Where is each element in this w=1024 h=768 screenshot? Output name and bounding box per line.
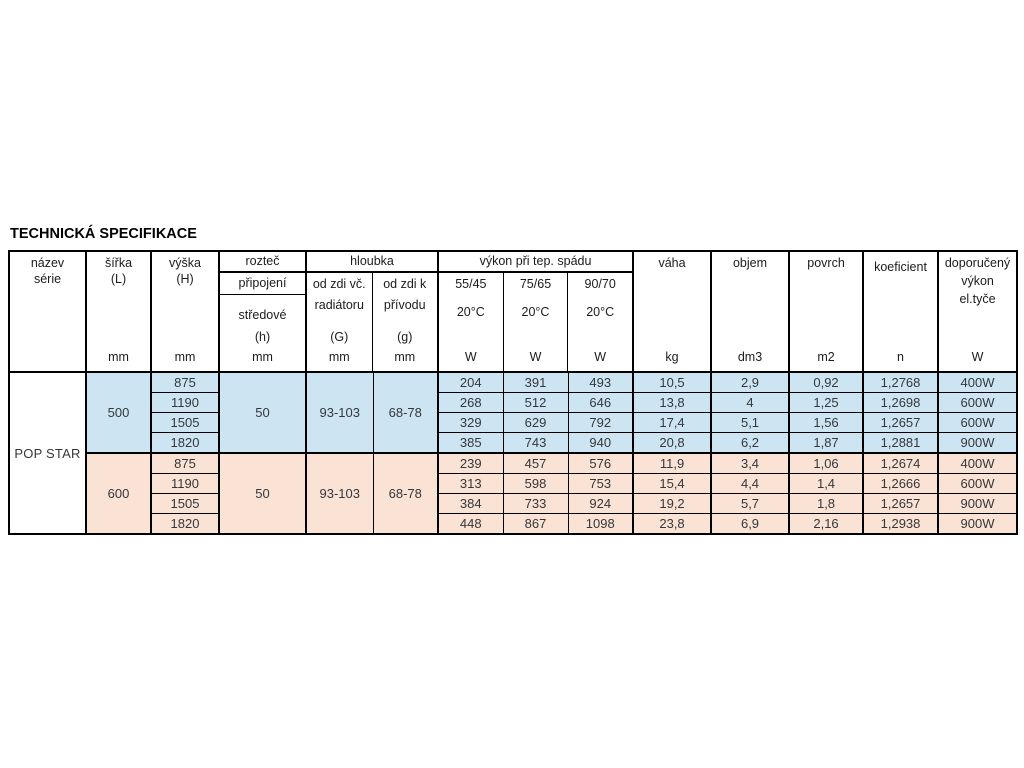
header-doporuceny-unit: W [971, 350, 984, 364]
objem-cell: 6,9 [711, 514, 789, 535]
header-povrch-label: povrch [807, 256, 845, 270]
header-povrch [789, 251, 863, 372]
vyska-cell: 1505 [151, 413, 219, 433]
header-vykon-label: výkon při tep. spádu [439, 252, 632, 273]
header-vaha-unit: kg [665, 350, 679, 364]
povrch-cell: 1,06 [789, 453, 863, 474]
table-row [9, 494, 1017, 514]
doporuceny-cell: 600W [938, 413, 1017, 433]
doporuceny-cell: 400W [938, 372, 1017, 393]
header-hloubka-sub2-sym: (g) [397, 330, 413, 344]
vyska-cell: 1820 [151, 433, 219, 454]
povrch-cell: 1,8 [789, 494, 863, 514]
header-doporuceny [938, 251, 1017, 372]
header-vykon-sub3 [567, 273, 632, 371]
sirka-cell: 500 [86, 372, 151, 453]
header-vyska-unit: mm [174, 350, 196, 364]
vaha-cell: 10,5 [633, 372, 711, 393]
vykon55-cell: 329 [438, 413, 503, 433]
doporuceny-cell: 900W [938, 514, 1017, 535]
objem-cell: 5,7 [711, 494, 789, 514]
sirka-cell: 600 [86, 453, 151, 534]
koeficient-cell: 1,2938 [863, 514, 938, 535]
vykon75-cell: 629 [503, 413, 568, 433]
vaha-cell: 20,8 [633, 433, 711, 454]
koeficient-cell: 1,2698 [863, 393, 938, 413]
header-sirka-sub: (L) [110, 272, 127, 286]
povrch-cell: 1,87 [789, 433, 863, 454]
header-vaha-label: váha [658, 256, 686, 270]
vykon90-cell: 792 [568, 413, 633, 433]
vyska-cell: 1820 [151, 514, 219, 535]
header-roztec-line1: středové [238, 308, 287, 322]
header-vykon-sub1 [439, 273, 503, 371]
povrch-cell: 1,25 [789, 393, 863, 413]
header-vykon-sub2-grad: 75/65 [519, 277, 552, 291]
objem-cell: 6,2 [711, 433, 789, 454]
header-hloubka-group [306, 251, 438, 372]
vaha-cell: 17,4 [633, 413, 711, 433]
vykon55-cell: 239 [438, 453, 503, 474]
header-doporuceny-line3: el.tyče [959, 292, 996, 306]
table-row [9, 413, 1017, 433]
header-vykon-sub1-temp: 20°C [456, 305, 485, 319]
header-vykon-sub2 [503, 273, 568, 371]
header-hloubka-sub2-line2: přívodu [383, 298, 426, 312]
header-vykon-sub3-temp: 20°C [586, 305, 615, 319]
table-row [9, 433, 1017, 454]
header-vykon-sub2-temp: 20°C [521, 305, 550, 319]
objem-cell: 2,9 [711, 372, 789, 393]
vaha-cell: 15,4 [633, 474, 711, 494]
vykon90-cell: 576 [568, 453, 633, 474]
header-nazev-line1: název [30, 256, 65, 270]
header-vykon-sub3-unit: W [594, 350, 607, 364]
koeficient-cell: 1,2657 [863, 413, 938, 433]
header-hloubka-sub1-sym: (G) [330, 330, 349, 344]
header-roztec-sub: připojení [220, 273, 305, 295]
doporuceny-cell: 900W [938, 433, 1017, 454]
vykon75-cell: 391 [503, 372, 568, 393]
header-vykon-sub2-unit: W [529, 350, 542, 364]
header-sirka-unit: mm [108, 350, 129, 364]
doporuceny-cell: 900W [938, 494, 1017, 514]
vyska-cell: 1190 [151, 474, 219, 494]
header-roztec-label: rozteč [220, 252, 305, 273]
header-roztec [219, 251, 306, 372]
header-vykon-sub1-grad: 55/45 [455, 277, 487, 291]
vykon75-cell: 733 [503, 494, 568, 514]
header-nazev-line2: série [33, 272, 62, 286]
vykon90-cell: 924 [568, 494, 633, 514]
povrch-cell: 0,92 [789, 372, 863, 393]
header-hloubka-sub1-line1: od zdi vč. [312, 277, 366, 291]
povrch-cell: 1,56 [789, 413, 863, 433]
vykon75-cell: 743 [503, 433, 568, 454]
povrch-cell: 2,16 [789, 514, 863, 535]
objem-cell: 3,4 [711, 453, 789, 474]
vyska-cell: 1505 [151, 494, 219, 514]
header-hloubka-sub1-unit: mm [328, 350, 350, 364]
koeficient-cell: 1,2666 [863, 474, 938, 494]
vyska-cell: 1190 [151, 393, 219, 413]
hloubka-g-cell: 93-103 [306, 453, 373, 534]
vykon55-cell: 268 [438, 393, 503, 413]
vykon75-cell: 867 [503, 514, 568, 535]
vykon55-cell: 313 [438, 474, 503, 494]
vyska-cell: 875 [151, 372, 219, 393]
header-vyska-sub: (H) [176, 272, 194, 286]
doporuceny-cell: 400W [938, 453, 1017, 474]
hloubka-g2-cell: 68-78 [373, 453, 438, 534]
vaha-cell: 19,2 [633, 494, 711, 514]
vykon90-cell: 753 [568, 474, 633, 494]
spec-table [8, 250, 1018, 535]
table-row [9, 514, 1017, 535]
objem-cell: 4,4 [711, 474, 789, 494]
povrch-cell: 1,4 [789, 474, 863, 494]
hloubka-g-cell: 93-103 [306, 372, 373, 453]
vykon90-cell: 646 [568, 393, 633, 413]
header-roztec-unit: mm [252, 350, 273, 364]
header-vykon-group [438, 251, 633, 372]
header-povrch-unit: m2 [817, 350, 835, 364]
header-doporuceny-line2: výkon [961, 274, 994, 288]
vyska-cell: 875 [151, 453, 219, 474]
header-hloubka-sub2-unit: mm [394, 350, 416, 364]
header-hloubka-label: hloubka [307, 252, 437, 273]
vaha-cell: 11,9 [633, 453, 711, 474]
header-vaha [633, 251, 711, 372]
header-doporuceny-line1: doporučený [944, 256, 1011, 270]
doporuceny-cell: 600W [938, 393, 1017, 413]
koeficient-cell: 1,2881 [863, 433, 938, 454]
header-objem-unit: dm3 [737, 350, 763, 364]
vykon90-cell: 940 [568, 433, 633, 454]
koeficient-cell: 1,2768 [863, 372, 938, 393]
header-hloubka-sub1-line2: radiátoru [314, 298, 364, 312]
header-sirka-label: šířka [104, 256, 133, 270]
vykon90-cell: 493 [568, 372, 633, 393]
header-vykon-sub1-unit: W [464, 350, 477, 364]
vykon55-cell: 385 [438, 433, 503, 454]
koeficient-cell: 1,2674 [863, 453, 938, 474]
header-vyska-label: výška [169, 256, 201, 270]
header-row [9, 251, 1017, 372]
hloubka-g2-cell: 68-78 [373, 372, 438, 453]
vykon55-cell: 204 [438, 372, 503, 393]
header-hloubka-sub1 [307, 273, 372, 371]
header-vyska [151, 251, 219, 372]
objem-cell: 5,1 [711, 413, 789, 433]
objem-cell: 4 [711, 393, 789, 413]
table-row [9, 393, 1017, 413]
doporuceny-cell: 600W [938, 474, 1017, 494]
page-title: TECHNICKÁ SPECIFIKACE [10, 226, 197, 242]
table-row [9, 474, 1017, 494]
vaha-cell: 23,8 [633, 514, 711, 535]
header-koeficient-unit: n [897, 350, 904, 364]
vykon75-cell: 598 [503, 474, 568, 494]
header-sirka [86, 251, 151, 372]
roztec-cell: 50 [219, 453, 306, 534]
header-vykon-sub3-grad: 90/70 [584, 277, 616, 291]
vykon55-cell: 448 [438, 514, 503, 535]
vaha-cell: 13,8 [633, 393, 711, 413]
vykon90-cell: 1098 [568, 514, 633, 535]
vykon75-cell: 457 [503, 453, 568, 474]
header-hloubka-sub2 [372, 273, 438, 371]
table-row [9, 453, 1017, 474]
header-hloubka-sub2-line1: od zdi k [383, 277, 427, 291]
header-koeficient [863, 251, 938, 372]
roztec-cell: 50 [219, 372, 306, 453]
vykon55-cell: 384 [438, 494, 503, 514]
header-nazev-serie [9, 251, 86, 372]
table-row [9, 372, 1017, 393]
series-cell: POP STAR [9, 372, 86, 534]
koeficient-cell: 1,2657 [863, 494, 938, 514]
header-objem-label: objem [732, 256, 768, 270]
vykon75-cell: 512 [503, 393, 568, 413]
header-koeficient-label: koeficient [874, 260, 927, 274]
header-roztec-line2: (h) [254, 330, 271, 344]
header-objem [711, 251, 789, 372]
